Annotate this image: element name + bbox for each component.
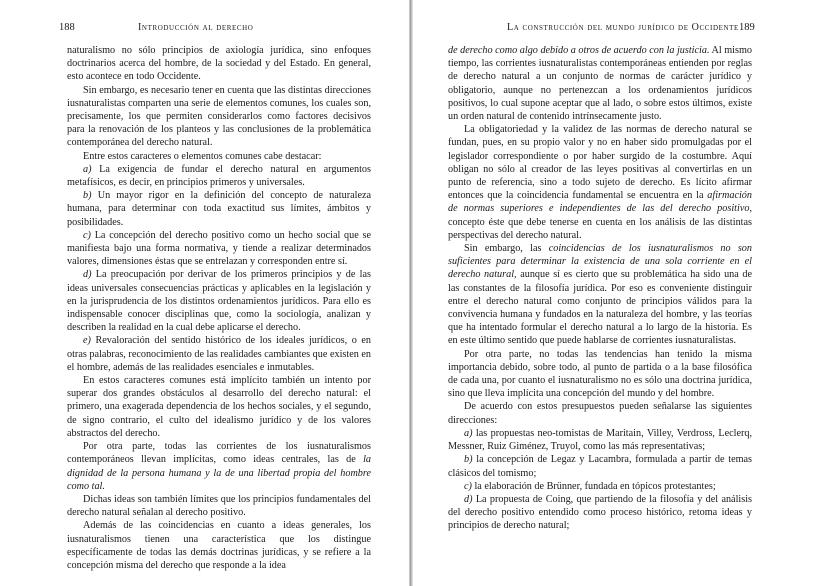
left-body-text: [67, 44, 371, 572]
item-label: e): [83, 335, 91, 347]
paragraph: naturalismo no sólo principios de axiología jurídica, sino enfoques doctrinarios acerca del hombre, de la sociedad y del Estado. En general, esto acontece en todo Occidente.: [67, 45, 371, 83]
emphasized-text: afirmación de normas superiores e independientes de las del derecho positivo,: [448, 190, 752, 215]
right-body-text: [448, 44, 752, 533]
item-text: Revaloración del sentido histórico de los ideales jurídicos, o en otras palabras, reconocimiento de las realidades cambiantes que existen en el hombre, además de las realidades esenciales e inmutables.: [67, 335, 371, 373]
list-item: [448, 493, 752, 533]
paragraph: Dichas ideas son también límites que los principios fundamentales del derecho natural señalan al derecho positivo.: [67, 493, 371, 519]
item-label: b): [83, 190, 92, 202]
paragraph: En estos caracteres comunes está implícito también un intento por superar dos grandes obstáculos al desarrollo del derecho natural: el primero, una exagerada dependencia de los hechos sociales, y el segundo, de signo contrario, el culto del idealismo jurídico y de los valores abstractos del derecho.: [67, 375, 371, 439]
item-label: c): [83, 229, 91, 241]
text-run: concepto éste que debe tenerse en cuenta en los análisis de las distintas perspectivas del derecho natural.: [448, 216, 752, 241]
item-text: La concepción del derecho positivo como un hecho social que se manifiesta bajo una forma normativa, y tiende a realizar determinados valores, dimensiones éstas que se entrelazan y corresponden entre sí.: [67, 229, 372, 268]
text-run: Sin embargo, las: [464, 243, 549, 255]
list-item: [67, 334, 371, 374]
item-label: c): [464, 480, 472, 492]
paragraph: Sin embargo, es necesario tener en cuenta que las distintas direcciones iusnaturalistas comparten una serie de elementos comunes, los cuales son, precisamente, los que permiten considerarlos como factores decisivos para la renovación de los planteos y las conclusiones de la problemática contemporánea del derecho natural.: [67, 84, 371, 149]
page-number: 189: [739, 22, 755, 33]
emphasized-text: coincidencias de los iusnaturalismos no son suficientes para determinar la existencia de una sola corriente en el derecho natural,: [448, 243, 752, 281]
running-head: La construcción del mundo jurídico de Occidente: [507, 22, 739, 33]
item-label: b): [464, 454, 473, 466]
paragraph: Por otra parte, no todas las tendencias han tenido la misma importancia debido, sobre todo, al punto de partida o a la base filosófica de cada una, por cuanto el iusnaturalismo no es sólo una doctrina jurídica, sino que lleva implícita una concepción del mundo y del hombre.: [448, 348, 752, 400]
item-text: La exigencia de fundar el derecho natural en argumentos metafísicos, es decir, en principios primeros y universales.: [67, 163, 371, 189]
list-item: [448, 480, 752, 493]
list-item: [448, 427, 752, 453]
paragraph: Además de las coincidencias en cuanto a ideas generales, los iusnaturalismos tienen una característica que los distingue específicamente de todas las demás doctrinas jurídicas, y se refiere a la concepción misma del derecho que responde a la idea: [67, 520, 371, 571]
left-page: [0, 0, 410, 586]
item-label: d): [464, 493, 473, 505]
paragraph: [67, 440, 371, 493]
item-text: La preocupación por derivar de los primeros principios y de las ideas universales consecuencias prácticas y aplicables en la legislación y en la jurisprudencia de los distintos ordenamientos jurídicos. Para ello es indispensable conocer disciplinas que, como la sociología, analizan y describen la realidad en la cual debe aplicarse el derecho.: [67, 269, 371, 334]
emphasized-text: de derecho como algo debido a otros de acuerdo con la justicia.: [448, 45, 710, 56]
paragraph: De acuerdo con estos presupuestos pueden señalarse las siguientes direcciones:: [448, 401, 752, 426]
item-label: a): [83, 163, 92, 175]
text-run: aunque sí es cierto que su problemática ha sido una de las constantes de la filosofía jurídica. Por eso es conveniente distinguir entre el derecho natural como conjunto de principios válidos para la convivencia humana y fundados en la naturaleza del hombre, y las teorías que ha intentado formular el derecho natural a lo largo de la historia. Es en este último sentido que puede hablarse de corrientes iusnaturalistas.: [448, 269, 752, 347]
emphasized-text: la dignidad de la persona humana y la de una libertad propia del hombre como tal.: [67, 454, 371, 492]
paragraph: Entre estos caracteres o elementos comunes cabe destacar:: [83, 150, 322, 162]
text-run: La obligatoriedad y la validez de las normas de derecho natural se fundan, pues, en su propio valor y no en haber sido promulgadas por el legislador correspondiente o por haber surgido de la costumbre. Aquí obligan no sólo al creador de las leyes positivas al convertirlas en un punto de referencia, sino a todo sujeto de derecho. Es lícito afirmar entonces que la coincidencia fundamental se encuentra en la: [448, 124, 752, 202]
paragraph: [448, 123, 752, 242]
right-page: [412, 0, 828, 586]
list-item: [67, 163, 371, 189]
item-text: Un mayor rigor en la definición del concepto de naturaleza humana, para determinar con toda exactitud sus límites, ámbitos y posibilidades.: [67, 190, 372, 228]
text-run: Al mismo tiempo, las corrientes iusnaturalistas contemporáneas entienden por reglas de derecho natural a un conjunto de normas de carácter jurídico y obligatorio, aunque no pertenezcan a los ordenamientos jurídicos positivos, lo cual supone aceptar que al lado, o sobre estos últimos, existe un orden natural de contenido intrínsecamente justo.: [448, 45, 752, 123]
item-label: a): [464, 427, 473, 439]
paragraph: [448, 242, 752, 348]
list-item: [67, 268, 371, 334]
paragraph: [448, 44, 752, 123]
list-item: [67, 189, 371, 229]
list-item: [448, 453, 752, 479]
item-text: la elaboración de Brünner, fundada en tópicos protestantes;: [474, 480, 716, 492]
item-text: la concepción de Legaz y Lacambra, formulada a partir de temas clásicos del tomismo;: [448, 454, 752, 479]
list-item: [67, 229, 371, 269]
item-label: d): [83, 269, 92, 281]
text-run: Por otra parte, todas las corrientes de los iusnaturalismos contemporáneos llevan implícitas, como ideas centrales, las de: [67, 441, 371, 466]
page-number: 188: [59, 22, 75, 33]
running-head: Introducción al derecho: [138, 22, 254, 33]
item-text: La propuesta de Coing, que partiendo de la filosofía y del análisis del derecho positivo entendido como proceso histórico, retoma ideas y principios de derecho natural;: [448, 493, 752, 532]
item-text: las propuestas neo-tomistas de Maritain, Villey, Verdross, Leclerq, Messner, Ruiz Giménez, Truyol, como las más representativas;: [448, 427, 753, 453]
